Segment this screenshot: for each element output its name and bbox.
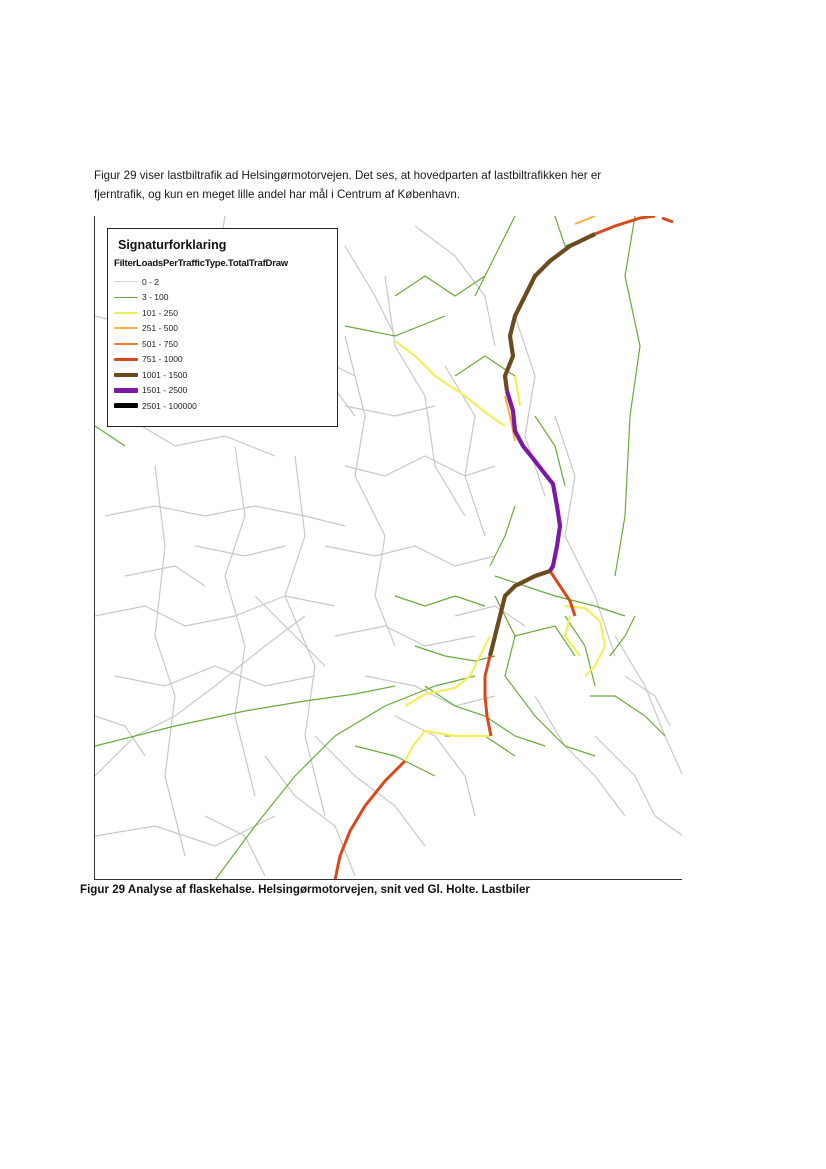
legend-swatch-0-2 (114, 281, 138, 282)
legend-label: 751 - 1000 (142, 354, 183, 365)
legend-item (114, 274, 337, 290)
legend-label: 251 - 500 (142, 323, 178, 334)
red-routes (335, 216, 673, 880)
legend-item (114, 321, 337, 337)
intro-line-2: fjerntrafik, og kun en meget lille andel har mål i Centrum af København. (94, 188, 461, 201)
purple-routes (507, 391, 560, 571)
legend-item (114, 305, 337, 321)
legend-label: 101 - 250 (142, 307, 178, 318)
figure-caption: Figur 29 Analyse af flaskehalse. Helsingørmotorvejen, snit ved Gl. Holte. Lastbiler (80, 883, 530, 896)
legend-swatch-1501-2500 (114, 388, 138, 393)
legend-label: 0 - 2 (142, 276, 160, 287)
legend-label: 501 - 750 (142, 338, 178, 349)
legend-swatch-501-750 (114, 343, 138, 346)
legend-subtitle: FilterLoadsPerTrafficType.TotalTrafDraw (114, 258, 288, 269)
legend-item (114, 367, 337, 383)
legend-item (114, 352, 337, 368)
intro-text (94, 166, 694, 204)
legend-item (114, 290, 337, 306)
legend-label: 1001 - 1500 (142, 369, 188, 380)
legend-label: 2501 - 100000 (142, 400, 197, 411)
legend-label: 1501 - 2500 (142, 385, 188, 396)
legend-swatch-1001-1500 (114, 373, 138, 377)
map-legend (107, 228, 338, 427)
legend-items (114, 274, 337, 414)
legend-item (114, 336, 337, 352)
legend-item (114, 383, 337, 399)
legend-swatch-101-250 (114, 312, 138, 314)
legend-swatch-751-1000 (114, 358, 138, 361)
legend-title: Signaturforklaring (118, 238, 227, 252)
brown-routes (490, 234, 595, 656)
legend-label: 3 - 100 (142, 292, 169, 303)
legend-item (114, 398, 337, 414)
legend-swatch-251-500 (114, 327, 138, 329)
traffic-map[interactable] (94, 216, 682, 880)
intro-line-1: Figur 29 viser lastbiltrafik ad Helsingørmotorvejen. Det ses, at hovedparten af lastbiltrafikken her er (94, 169, 602, 182)
orange-routes (505, 216, 595, 441)
legend-swatch-2501-100000 (114, 403, 138, 408)
legend-swatch-3-100 (114, 297, 138, 299)
